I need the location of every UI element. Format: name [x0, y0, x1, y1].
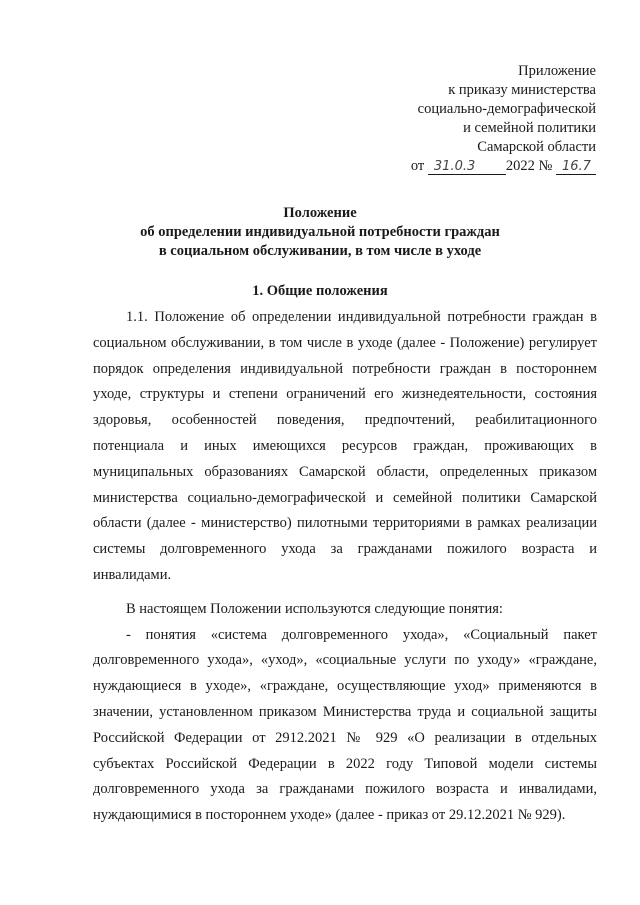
- handwritten-date: 31.0.3: [428, 159, 506, 175]
- paragraph-definitions: - понятия «система долговременного ухода», «Социальный пакет долговременного ухода», «уход», «социальные услуги по уходу» «граждане, нуждающиеся в уходе», «граждане, осуществляющие уход» применяются в значении, установленном приказом Министерства труда и социальной защиты Российской Федерации от 2912.2021 № 929 «О реализации в отдельных субъектах Российской Федерации в 2022 году Типовой модели системы долговременного ухода за гражданами пожилого возраста и инвалидами, нуждающимися в постороннем уходе» (далее - приказ от 29.12.2021 № 929).: [93, 626, 597, 824]
- section-heading: 1. Общие положения: [252, 283, 388, 299]
- date-prefix: от: [410, 158, 425, 174]
- title-line-2: об определении индивидуальной потребности граждан: [140, 224, 500, 240]
- date-year: 2022 №: [505, 158, 553, 174]
- annex-date-line: [411, 157, 596, 176]
- title-line-3: в социальном обслуживании, в том числе в уходе: [158, 243, 482, 259]
- paragraph-definitions-intro: В настоящем Положении используются следующие понятия:: [126, 600, 503, 617]
- handwritten-number: 16.7: [556, 159, 596, 175]
- annex-line-4: и семейной политики: [463, 120, 596, 136]
- annex-header: [411, 62, 596, 176]
- annex-line-5: Самарской области: [477, 139, 596, 155]
- document-title: [0, 204, 640, 261]
- title-line-1: Положение: [283, 205, 357, 221]
- annex-line-2: к приказу министерства: [448, 82, 596, 98]
- document-body: [93, 305, 597, 829]
- paragraph-1-1: 1.1. Положение об определении индивидуальной потребности граждан в социальном обслуживании, в том числе в уходе (далее - Положение) регулирует порядок определения индивидуальной потребности граждан в постороннем уходе, структуры и степени ограничений его жизнедеятельности, состояния здоровья, особенностей поведения, предпочтений, реабилитационного потенциала и иных имеющихся ресурсов граждан, проживающих в муниципальных образованиях Самарской области, определенных приказом министерства социально-демографической и семейной политики Самарской области (далее - министерство) пилотными территориями в рамках реализации системы долговременного ухода за гражданами пожилого возраста и инвалидами.: [93, 309, 597, 583]
- annex-line-3: социально-демографической: [417, 101, 596, 117]
- annex-line-1: Приложение: [518, 63, 596, 79]
